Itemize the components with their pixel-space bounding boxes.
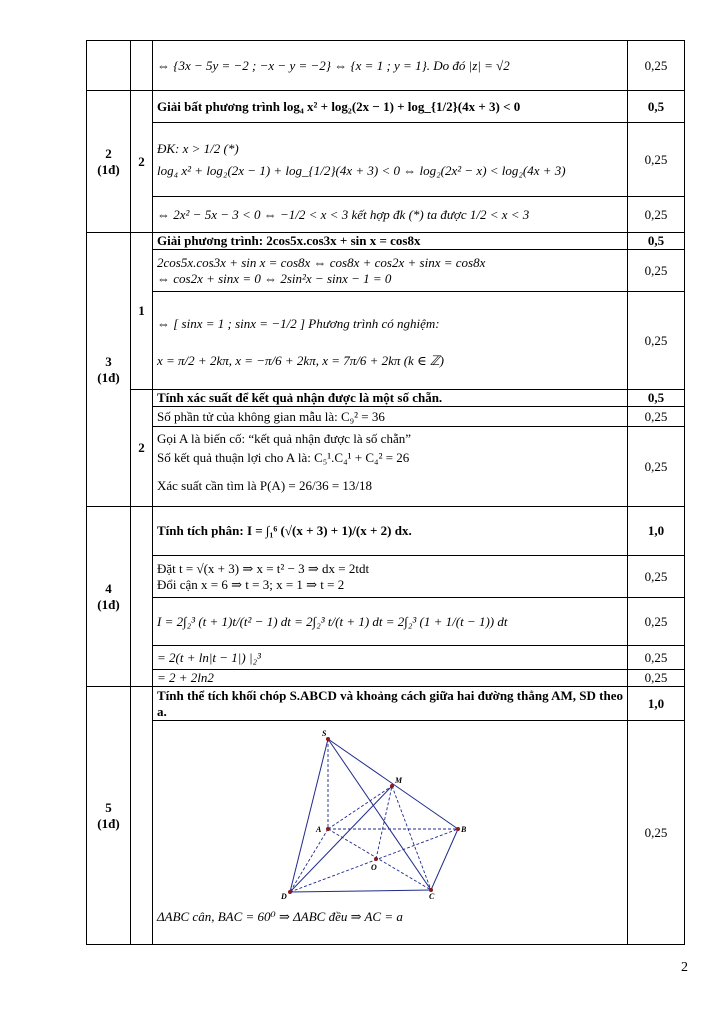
point-s: [326, 737, 330, 741]
vertex-labels: [280, 729, 467, 901]
content-cell: [153, 556, 628, 598]
content-line: Số kết quả thuận lợi cho A là: C₅¹.C₄¹ + C₄² = 26: [157, 449, 410, 465]
content-line: 2cos5x.cos3x + sin x = cos8x ⇔ cos8x + cos2x + sinx = cos8x: [157, 254, 486, 270]
score-cell: 0,25: [628, 598, 685, 646]
content-line: Đổi cận x = 6 ⇒ t = 3; x = 1 ⇒ t = 2: [157, 576, 345, 592]
label-b: B: [461, 825, 467, 834]
label-d: D: [281, 892, 287, 901]
score-cell: 0,25: [628, 292, 685, 390]
content-cell: [153, 91, 628, 123]
content-line: ĐK: x > 1/2 (*): [157, 140, 239, 156]
score-cell: 0,25: [628, 427, 685, 507]
score-cell: 0,25: [628, 41, 685, 91]
table-row: [87, 123, 685, 197]
content-line: Giải bất phương trình log₄ x² + log₂(2x − 1) + log_{1/2}(4x + 3) < 0: [157, 98, 521, 114]
content-line: Tính xác suất để kết quả nhận được là một số chẵn.: [157, 390, 443, 405]
edge-ac: [328, 829, 431, 890]
part-cell: [131, 687, 153, 945]
content-line: x = π/2 + 2kπ, x = −π/6 + 2kπ, x = 7π/6 + 2kπ (k ∈ ℤ): [157, 352, 444, 368]
table-row: [87, 646, 685, 670]
content-cell: [153, 123, 628, 197]
score-cell: 0,5: [628, 91, 685, 123]
edge-dm: [290, 786, 392, 892]
score-cell: 1,0: [628, 687, 685, 721]
content-cell: [153, 233, 628, 250]
score-cell: 0,25: [628, 197, 685, 233]
content-cell: [153, 598, 628, 646]
content-cell: [153, 687, 628, 721]
score-cell: 0,5: [628, 233, 685, 250]
edge-om: [376, 786, 392, 859]
point-a: [326, 827, 330, 831]
content-line: Tính thể tích khối chóp S.ABCD và khoảng cách giữa hai đường thẳng AM, SD theo a.: [157, 687, 623, 719]
edge-dc: [290, 890, 431, 892]
table-row: [87, 197, 685, 233]
table-row: [87, 598, 685, 646]
part-number: 2: [131, 91, 153, 233]
pyramid-figure: [157, 721, 623, 906]
table-row: [87, 721, 685, 945]
edge-sd: [290, 739, 328, 892]
content-cell: [153, 646, 628, 670]
edge-sb: [328, 739, 458, 829]
score-cell: 0,25: [628, 670, 685, 687]
table-row: [87, 41, 685, 91]
table-row: [87, 91, 685, 123]
question-number: 5 (1đ): [87, 687, 131, 945]
score-cell: 0,25: [628, 250, 685, 292]
table-row: [87, 556, 685, 598]
score-cell: 0,25: [628, 123, 685, 197]
part-cell: [131, 41, 153, 91]
figure-caption: ΔABC cân, BAC = 60⁰ ⇒ ΔABC đều ⇒ AC = a: [157, 909, 403, 924]
answer-table: [86, 40, 685, 945]
part-cell: [131, 507, 153, 687]
score-cell: 0,25: [628, 556, 685, 598]
point-d: [288, 890, 292, 894]
pyramid-diagram: [281, 727, 495, 902]
content-line: Tính tích phân: I = ∫₁⁶ (√(x + 3) + 1)/(x + 2) dx.: [157, 523, 412, 538]
edge-sc: [328, 739, 431, 890]
content-cell: [153, 41, 628, 91]
edge-ad: [290, 829, 328, 892]
content-line: Số phần tử của không gian mẫu là: C₉² = 36: [157, 408, 385, 424]
score-cell: 0,25: [628, 646, 685, 670]
score-cell: 0,25: [628, 721, 685, 945]
part-number: 2: [131, 390, 153, 507]
table-row: [87, 390, 685, 407]
label-o: O: [371, 863, 377, 872]
part-number: 1: [131, 233, 153, 390]
content-line: Gọi A là biến cố: “kết quả nhận được là số chẵn”: [157, 430, 411, 446]
label-m: M: [395, 776, 403, 785]
score-cell: 1,0: [628, 507, 685, 556]
label-c: C: [429, 892, 435, 901]
content-cell: [153, 250, 628, 292]
label-a: A: [316, 825, 322, 834]
content-cell: [153, 292, 628, 390]
table-row: [87, 687, 685, 721]
content-line: ⇔ cos2x + sinx = 0 ⇔ 2sin²x − sinx − 1 = 0: [157, 270, 392, 286]
table-row: [87, 507, 685, 556]
content-line: ⇔ {3x − 5y = −2 ; −x − y = −2} ⇔ {x = 1 ; y = 1}. Do đó |z| = √2: [157, 57, 510, 73]
question-number: 4 (1đ): [87, 507, 131, 687]
content-cell: [153, 427, 628, 507]
edge-mc: [392, 786, 431, 890]
content-line: = 2 + 2ln2: [157, 670, 214, 685]
content-line: ⇔ 2x² − 5x − 3 < 0 ⇔ −1/2 < x < 3 kết hợp đk (*) ta được 1/2 < x < 3: [157, 206, 530, 222]
content-cell: [153, 197, 628, 233]
content-line: I = 2∫₂³ (t + 1)t/(t² − 1) dt = 2∫₂³ t/(t + 1) dt = 2∫₂³ (1 + 1/(t − 1)) dt: [157, 613, 508, 629]
question-number: 3 (1đ): [87, 233, 131, 507]
content-line: log₄ x² + log₂(2x − 1) + log_{1/2}(4x + 3) < 0 ⇔ log₂(2x² − x) < log₂(4x + 3): [157, 162, 566, 178]
point-m: [390, 784, 394, 788]
table-row: [87, 407, 685, 427]
question-cell: [87, 41, 131, 91]
table-row: [87, 233, 685, 250]
table-row: [87, 427, 685, 507]
content-cell: [153, 407, 628, 427]
table-row: [87, 292, 685, 390]
question-number: 2 (1đ): [87, 91, 131, 233]
content-line: ⇔ [ sinx = 1 ; sinx = −1/2 ] Phương trình có nghiệm:: [157, 315, 440, 331]
edge-am: [328, 786, 392, 829]
point-o: [374, 857, 378, 861]
content-line: = 2(t + ln|t − 1|) |₂³: [157, 649, 261, 665]
content-cell: [153, 390, 628, 407]
content-line: Xác suất cần tìm là P(A) = 26/36 = 13/18: [157, 477, 373, 493]
label-s: S: [322, 729, 327, 738]
score-cell: 0,25: [628, 407, 685, 427]
content-line: Giải phương trình: 2cos5x.cos3x + sin x = cos8x: [157, 233, 421, 248]
content-cell: [153, 670, 628, 687]
table-row: [87, 670, 685, 687]
page-number: 2: [681, 960, 688, 975]
table-row: [87, 250, 685, 292]
content-cell: [153, 721, 628, 945]
point-b: [456, 827, 460, 831]
edge-db: [290, 829, 458, 892]
content-line: Đặt t = √(x + 3) ⇒ x = t² − 3 ⇒ dx = 2tdt: [157, 560, 370, 576]
edge-cb: [431, 829, 458, 890]
content-cell: [153, 507, 628, 556]
score-cell: 0,5: [628, 390, 685, 407]
